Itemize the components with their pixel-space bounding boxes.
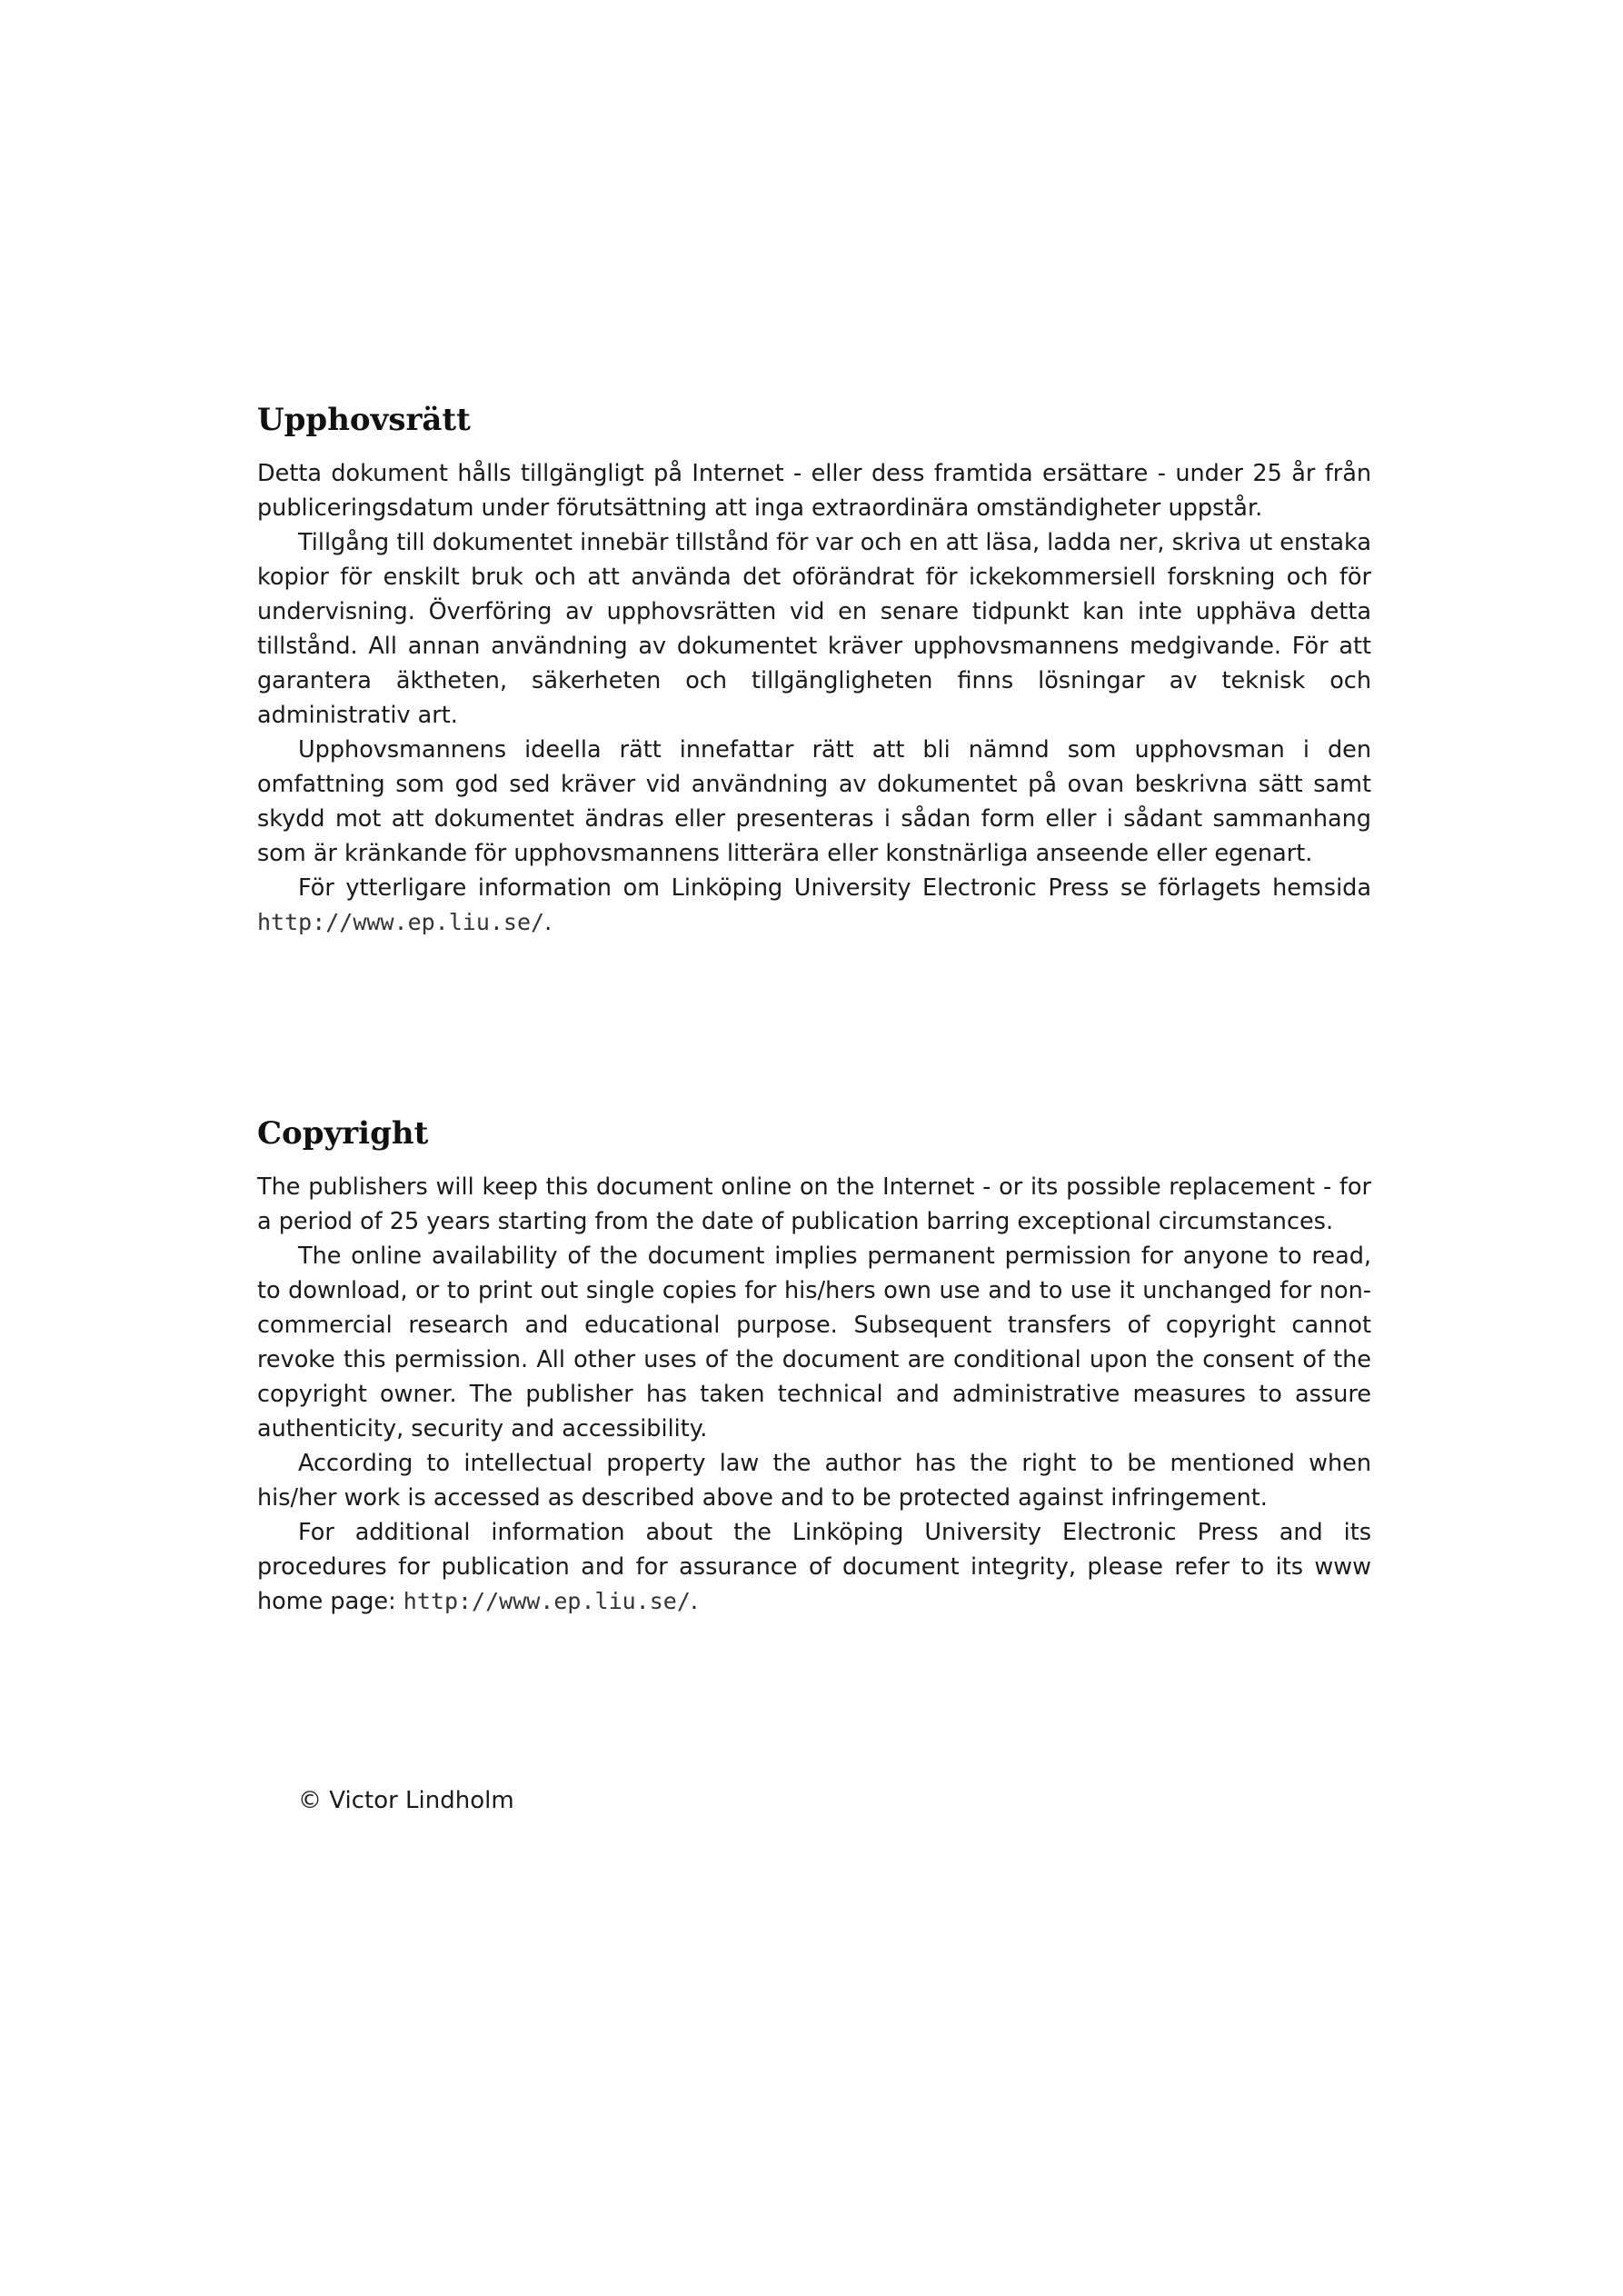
upphovsratt-paragraph-4: [257, 871, 1371, 940]
upphovsratt-paragraph-1: Detta dokument hålls tillgängligt på Internet - eller dess framtida ersättare - under 25 år från publiceringsdatum under förutsättning att inga extraordinära omständigheter uppstår.: [257, 460, 1371, 522]
copyright-paragraph-4-end: .: [690, 1588, 698, 1615]
copyright-url-link[interactable]: http://www.ep.liu.se/: [403, 1588, 691, 1614]
copyright-paragraph-1: The publishers will keep this document online on the Internet - or its possible replacement - for a period of 25 years starting from the date of publication barring exceptional circumstances.: [257, 1173, 1371, 1235]
copyright-paragraph-3: According to intellectual property law the author has the right to be mentioned when his/her work is accessed as described above and to be protected against infringement.: [257, 1450, 1371, 1512]
copyright-paragraph-4-text: For additional information about the Linköping University Electronic Press and its procedures for publication and for assurance of document integrity, please refer to its www home page:: [257, 1519, 1371, 1615]
copyright-paragraph-2: The online availability of the document implies permanent permission for anyone to read, to download, or to print out single copies for his/hers own use and to use it unchanged for non-commercial research and educational purpose. Subsequent transfers of copyright cannot revoke this permission. All other uses of the document are conditional upon the consent of the copyright owner. The publisher has taken technical and administrative measures to assure authenticity, security and accessibility.: [257, 1243, 1371, 1442]
copyright-heading: Copyright: [257, 1115, 429, 1152]
upphovsratt-paragraph-2: Tillgång till dokumentet innebär tillstånd för var och en att läsa, ladda ner, skriva ut enstaka kopior för enskilt bruk och att använda det oförändrat för ickekommersiell forskning och för undervisning. Överföring av upphovsrätten vid en senare tidpunkt kan inte upphäva detta tillstånd. All annan användning av dokumentet kräver upphovsmannens medgivande. För att garantera äktheten, säkerheten och tillgängligheten finns lösningar av teknisk och administrativ art.: [257, 529, 1371, 729]
upphovsratt-heading: Upphovsrätt: [257, 402, 471, 438]
upphovsratt-paragraph-3: Upphovsmannens ideella rätt innefattar rätt att bli nämnd som upphovsman i den omfattning som god sed kräver vid användning av dokumentet på ovan beskrivna sätt samt skydd mot att dokumentet ändras eller presenteras i sådan form eller i sådant sammanhang som är kränkande för upphovsmannens litterära eller konstnärliga anseende eller egenart.: [257, 736, 1371, 867]
upphovsratt-paragraph-4-end: .: [544, 909, 553, 936]
copyright-paragraph-4: [257, 1515, 1371, 1619]
upphovsratt-url-link[interactable]: http://www.ep.liu.se/: [257, 909, 545, 935]
copyright-section: [257, 1113, 1371, 1619]
upphovsratt-paragraph-4-text: För ytterligare information om Linköping University Electronic Press se förlagets hemsida: [298, 874, 1371, 902]
author-copyright-notice: © Victor Lindholm: [298, 1787, 514, 1814]
upphovsratt-section: [257, 400, 1371, 940]
